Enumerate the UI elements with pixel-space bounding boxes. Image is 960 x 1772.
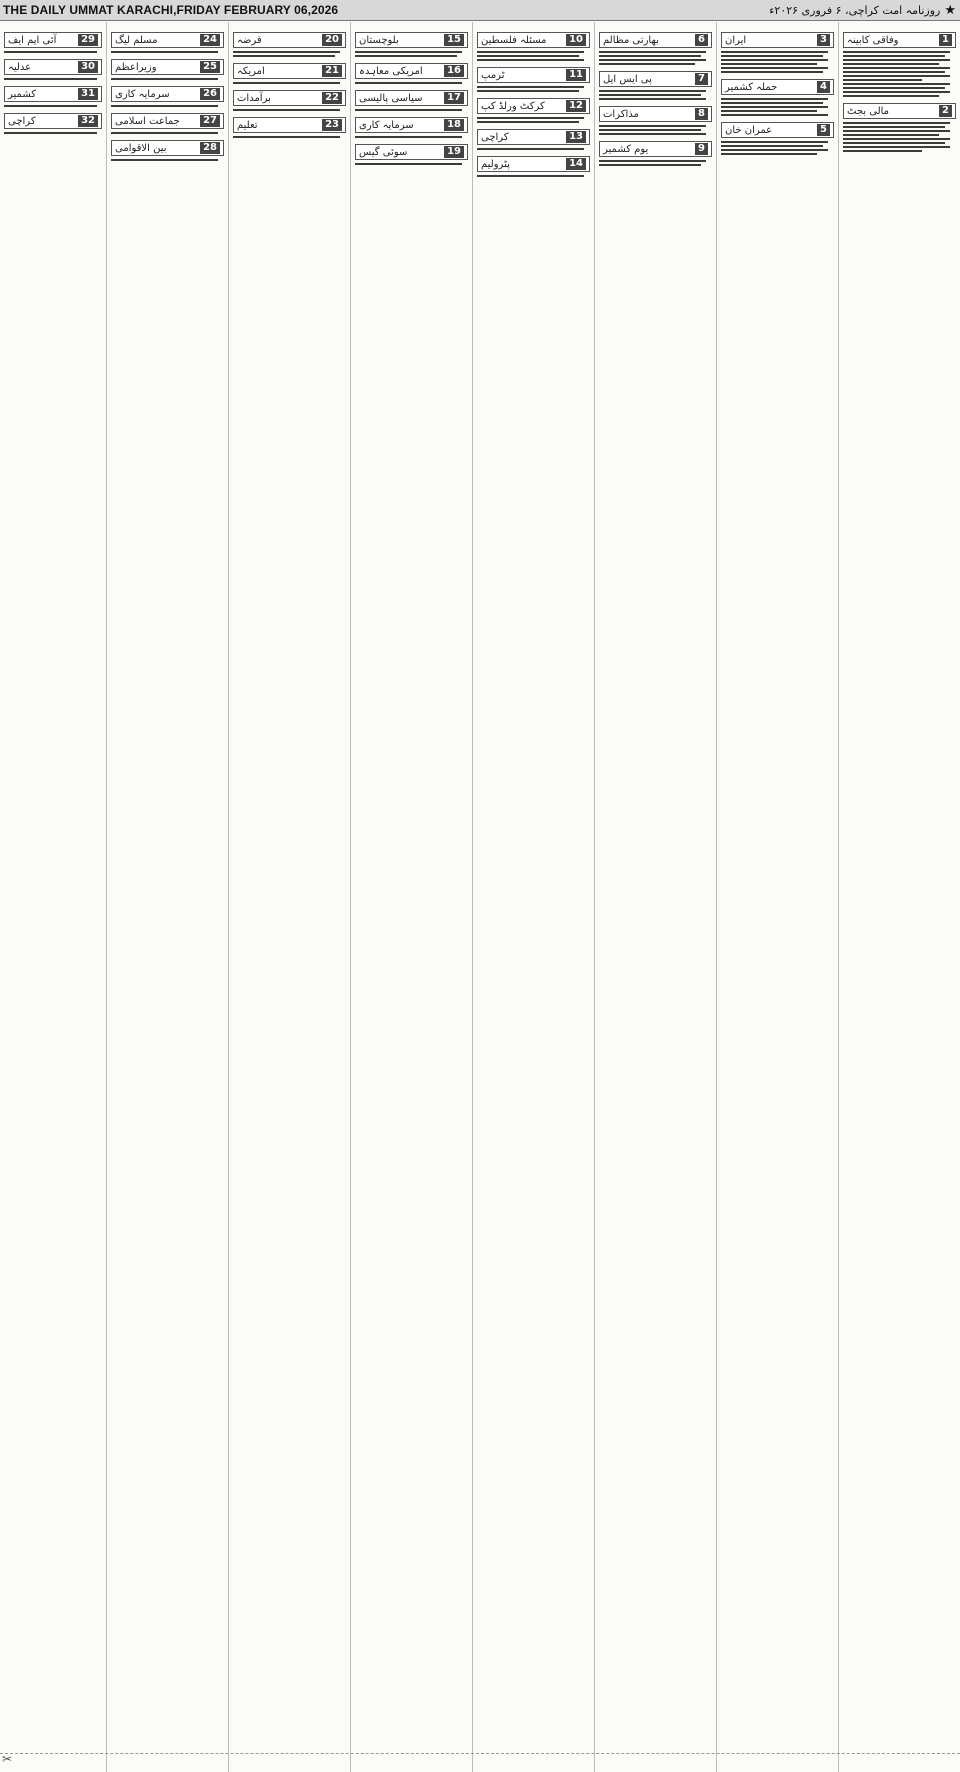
text-line <box>599 164 701 166</box>
section-number: 14 <box>566 158 586 170</box>
section-title: کراچی <box>8 115 36 127</box>
text-line <box>843 150 922 152</box>
section <box>843 32 956 97</box>
text-line <box>843 134 939 136</box>
section-title: عمران خان <box>725 124 773 136</box>
text-line <box>721 59 828 61</box>
text-line <box>111 105 218 107</box>
section <box>355 32 468 57</box>
text-line <box>721 141 828 143</box>
urdu-masthead-text: روزنامہ امت کراچی، ۶ فروری ۲۰۲۶ء <box>769 3 941 17</box>
section-label <box>4 86 102 102</box>
section <box>111 59 224 80</box>
section-label <box>4 59 102 75</box>
section-title: قرضہ <box>237 34 262 46</box>
section-number: 4 <box>817 81 830 93</box>
text-line <box>843 91 950 93</box>
section <box>233 32 346 57</box>
column-8 <box>0 22 106 1772</box>
text-line <box>599 63 695 65</box>
section <box>599 32 712 65</box>
section-label <box>111 140 224 156</box>
section-number: 30 <box>78 61 98 73</box>
section <box>233 90 346 111</box>
section <box>599 71 712 100</box>
section-label <box>111 86 224 102</box>
section <box>4 86 102 107</box>
text-line <box>721 63 817 65</box>
section-label <box>355 63 468 79</box>
text-line <box>721 67 828 69</box>
section-number: 23 <box>322 119 342 131</box>
text-line <box>233 109 340 111</box>
section-title: امریکی معاہدہ <box>359 65 423 77</box>
text-line <box>721 102 823 104</box>
text-line <box>355 82 462 84</box>
section-number: 7 <box>695 73 708 85</box>
section-label <box>843 103 956 119</box>
text-line <box>233 51 340 53</box>
section-number: 28 <box>200 142 220 154</box>
section-label <box>355 117 468 133</box>
section-label <box>111 32 224 48</box>
column-4 <box>472 22 594 1772</box>
text-line <box>721 110 817 112</box>
section <box>355 144 468 165</box>
text-line <box>477 55 579 57</box>
text-line <box>721 71 823 73</box>
text-line <box>843 146 950 148</box>
scissor-icon: ✂ <box>2 1752 13 1766</box>
text-line <box>4 78 97 80</box>
section-number: 18 <box>444 119 464 131</box>
text-line <box>111 78 218 80</box>
text-line <box>721 114 828 116</box>
text-line <box>599 59 706 61</box>
section-label <box>477 129 590 145</box>
text-line <box>599 55 701 57</box>
section <box>721 122 834 155</box>
section-number: 12 <box>566 100 586 112</box>
section <box>599 141 712 166</box>
section-title: ٹرمپ <box>481 69 505 81</box>
text-line <box>599 125 706 127</box>
column-1 <box>838 22 960 1772</box>
section-label <box>843 32 956 48</box>
text-line <box>4 51 97 53</box>
section-number: 16 <box>444 65 464 77</box>
columns-container <box>0 22 960 1772</box>
text-line <box>111 132 218 134</box>
section-label <box>477 32 590 48</box>
text-line <box>843 87 945 89</box>
section-number: 27 <box>200 115 220 127</box>
text-line <box>233 55 335 57</box>
section-title: آئی ایم ایف <box>8 34 57 46</box>
cut-line <box>0 1753 960 1762</box>
section-label <box>599 71 712 87</box>
text-line <box>4 132 97 134</box>
section <box>4 59 102 80</box>
column-7 <box>106 22 228 1772</box>
section-number: 19 <box>444 146 464 158</box>
text-line <box>477 148 584 150</box>
section-title: برآمدات <box>237 92 271 104</box>
section-title: پٹرولیم <box>481 158 510 170</box>
text-line <box>477 90 579 92</box>
section-number: 1 <box>939 34 952 46</box>
section-title: بھارتی مظالم <box>603 34 659 46</box>
section-title: مسئلہ فلسطین <box>481 34 547 46</box>
section-title: سیاسی پالیسی <box>359 92 423 104</box>
section-number: 13 <box>566 131 586 143</box>
text-line <box>233 82 340 84</box>
section-title: عدلیہ <box>8 61 32 73</box>
section-label <box>721 32 834 48</box>
text-line <box>843 51 950 53</box>
section-number: 15 <box>444 34 464 46</box>
section-number: 9 <box>695 143 708 155</box>
section-number: 21 <box>322 65 342 77</box>
section <box>721 79 834 116</box>
section-label <box>721 79 834 95</box>
text-line <box>599 160 706 162</box>
text-line <box>721 153 817 155</box>
text-line <box>843 63 939 65</box>
section-title: مذاکرات <box>603 108 639 120</box>
section-label <box>111 113 224 129</box>
column-2 <box>716 22 838 1772</box>
text-line <box>599 94 701 96</box>
text-line <box>599 133 706 135</box>
section <box>477 156 590 177</box>
section-label <box>477 98 590 114</box>
text-line <box>843 71 945 73</box>
section-title: بین الاقوامی <box>115 142 167 154</box>
section-label <box>4 32 102 48</box>
star-icon: ★ <box>944 2 956 18</box>
text-line <box>721 149 828 151</box>
section-number: 29 <box>78 34 98 46</box>
section-title: وزیراعظم <box>115 61 157 73</box>
section-number: 10 <box>566 34 586 46</box>
section-title: تعلیم <box>237 119 258 131</box>
text-line <box>355 55 457 57</box>
text-line <box>111 51 218 53</box>
section <box>599 106 712 135</box>
section <box>477 129 590 150</box>
text-line <box>477 175 584 177</box>
section-title: کراچی <box>481 131 509 143</box>
text-line <box>477 121 579 123</box>
section-label <box>233 90 346 106</box>
section <box>355 90 468 111</box>
section-title: مسلم لیگ <box>115 34 158 46</box>
text-line <box>477 59 584 61</box>
section-title: یوم کشمیر <box>603 143 649 155</box>
section <box>233 117 346 138</box>
section-label <box>599 141 712 157</box>
text-line <box>355 51 462 53</box>
section <box>721 32 834 73</box>
section <box>4 32 102 53</box>
urdu-masthead <box>769 3 960 18</box>
text-line <box>843 95 939 97</box>
section-label <box>599 106 712 122</box>
text-line <box>843 67 950 69</box>
text-line <box>355 109 462 111</box>
text-line <box>843 122 950 124</box>
section-label <box>233 117 346 133</box>
text-line <box>721 106 828 108</box>
section-title: جماعت اسلامی <box>115 115 180 127</box>
text-line <box>721 51 828 53</box>
section-number: 17 <box>444 92 464 104</box>
section <box>355 63 468 84</box>
section-number: 2 <box>939 105 952 117</box>
english-masthead: THE DAILY UMMAT KARACHI,FRIDAY FEBRUARY 06,2026 <box>3 3 339 17</box>
text-line <box>843 130 950 132</box>
section-label <box>599 32 712 48</box>
section-number: 26 <box>200 88 220 100</box>
section-title: مالی بجٹ <box>847 105 890 117</box>
section-title: امریکہ <box>237 65 265 77</box>
section-label <box>355 32 468 48</box>
section-number: 31 <box>78 88 98 100</box>
page-header <box>0 0 960 21</box>
section-number: 6 <box>695 34 708 46</box>
section-number: 25 <box>200 61 220 73</box>
column-3 <box>594 22 716 1772</box>
text-line <box>477 51 584 53</box>
text-line <box>355 163 462 165</box>
section-title: سرمایہ کاری <box>359 119 414 131</box>
section-title: وفاقی کابینہ <box>847 34 899 46</box>
section-number: 5 <box>817 124 830 136</box>
section-label <box>355 144 468 160</box>
text-line <box>721 98 828 100</box>
section-label <box>233 32 346 48</box>
section-number: 11 <box>566 69 586 81</box>
section <box>477 98 590 123</box>
text-line <box>599 98 706 100</box>
text-line <box>843 79 922 81</box>
section-title: کشمیر <box>8 88 36 100</box>
section-label <box>721 122 834 138</box>
text-line <box>233 136 340 138</box>
section-title: سرمایہ کاری <box>115 88 170 100</box>
section <box>111 113 224 134</box>
section-title: پی ایس ایل <box>603 73 652 85</box>
text-line <box>721 55 823 57</box>
section <box>477 67 590 92</box>
text-line <box>599 129 701 131</box>
section-title: حملہ کشمیر <box>725 81 778 93</box>
section <box>4 113 102 134</box>
section-title: سوئی گیس <box>359 146 408 158</box>
text-line <box>599 51 706 53</box>
section-title: کرکٹ ورلڈ کپ <box>481 100 545 112</box>
section <box>355 117 468 138</box>
section <box>111 86 224 107</box>
section-label <box>477 67 590 83</box>
text-line <box>843 83 950 85</box>
section-label <box>355 90 468 106</box>
section <box>111 32 224 53</box>
text-line <box>843 55 945 57</box>
section <box>843 103 956 152</box>
section-label <box>111 59 224 75</box>
section-number: 20 <box>322 34 342 46</box>
section-title: بلوچستان <box>359 34 399 46</box>
section-number: 32 <box>78 115 98 127</box>
text-line <box>843 59 950 61</box>
section <box>233 63 346 84</box>
text-line <box>843 126 945 128</box>
text-line <box>843 75 950 77</box>
section-number: 22 <box>322 92 342 104</box>
text-line <box>4 105 97 107</box>
section-label <box>4 113 102 129</box>
section-title: ایران <box>725 34 747 46</box>
text-line <box>355 136 462 138</box>
text-line <box>477 86 584 88</box>
text-line <box>111 159 218 161</box>
section <box>111 140 224 161</box>
text-line <box>843 138 950 140</box>
text-line <box>721 145 823 147</box>
section-label <box>477 156 590 172</box>
section-number: 8 <box>695 108 708 120</box>
section-label <box>233 63 346 79</box>
text-line <box>599 90 706 92</box>
column-6 <box>228 22 350 1772</box>
text-line <box>477 117 584 119</box>
section <box>477 32 590 61</box>
text-line <box>843 142 945 144</box>
section-number: 3 <box>817 34 830 46</box>
column-5 <box>350 22 472 1772</box>
section-number: 24 <box>200 34 220 46</box>
